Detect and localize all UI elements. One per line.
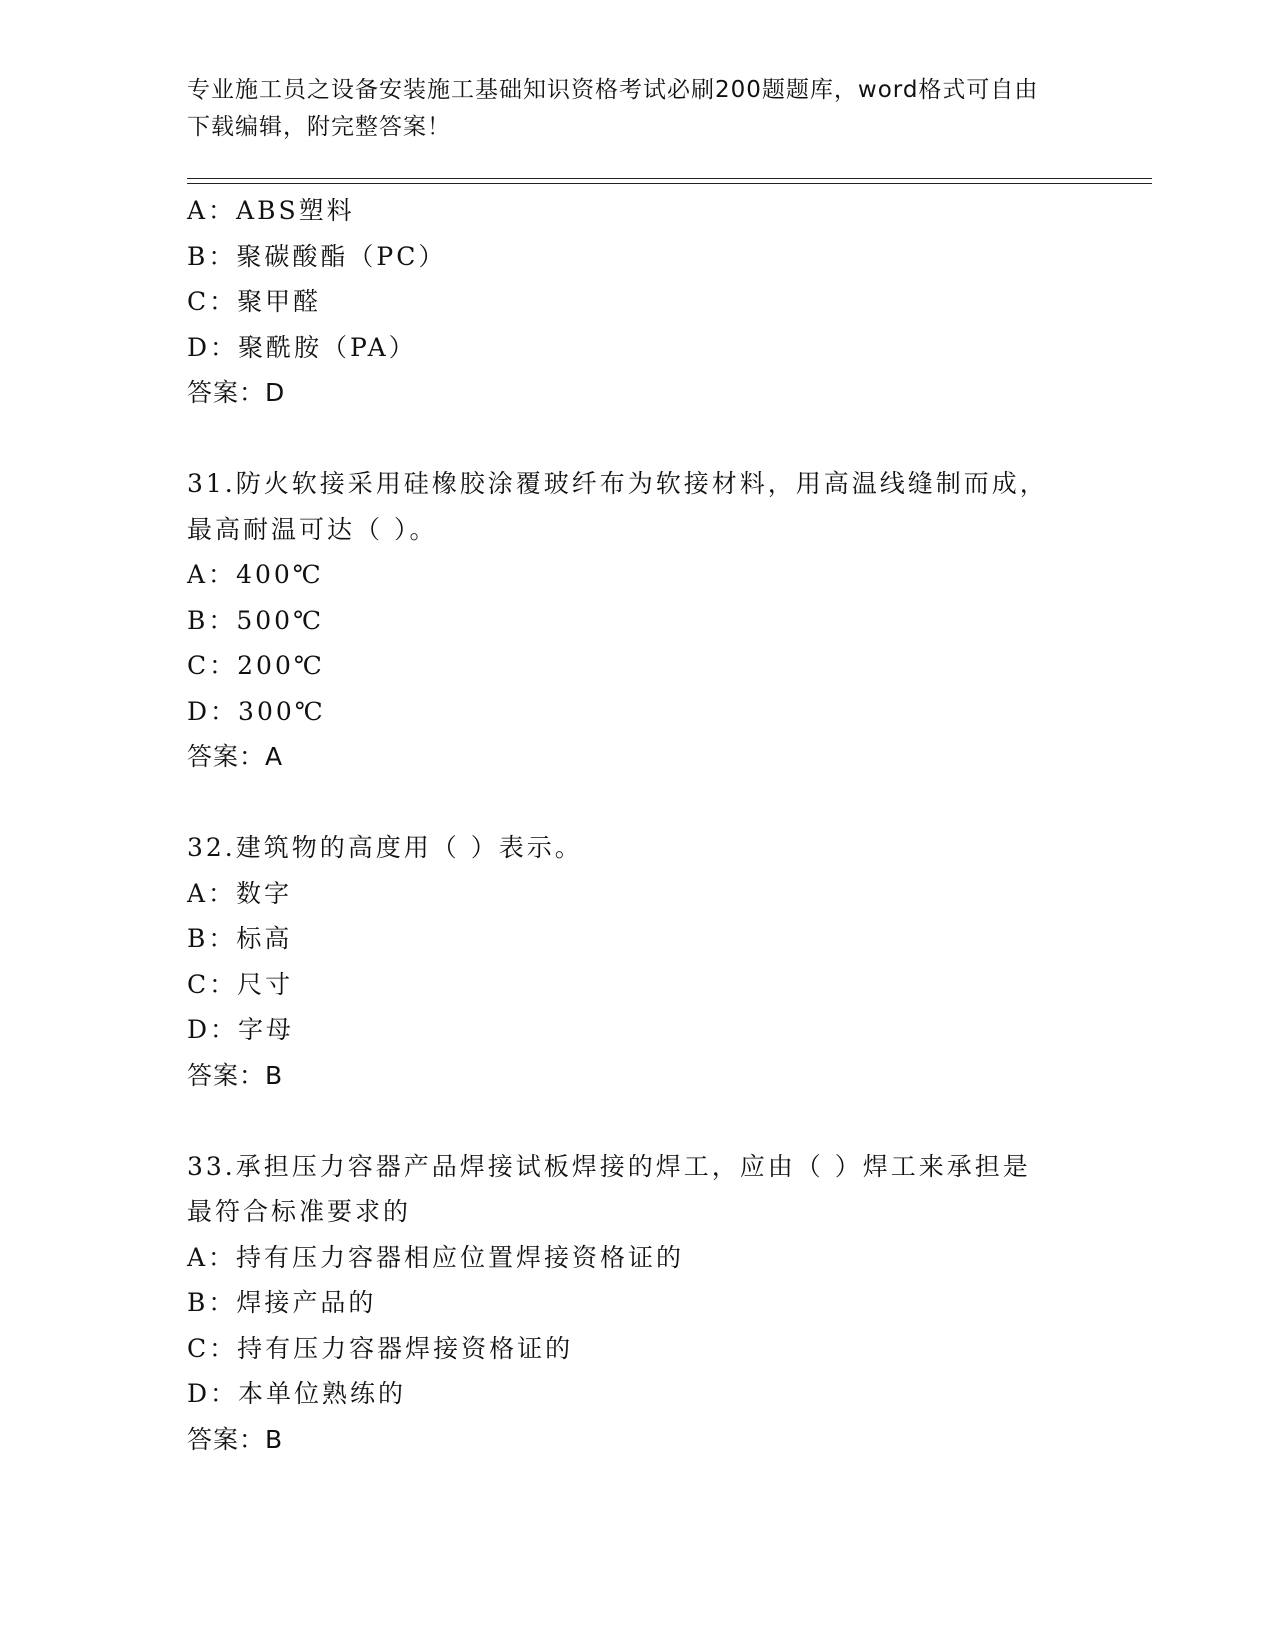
answer-line: 答案：B xyxy=(187,1060,284,1090)
header-line-1: 专业施工员之设备安装施工基础知识资格考试必刷200题题库，word格式可自由 xyxy=(187,77,1039,103)
option-d: D：本单位熟练的 xyxy=(187,1379,407,1408)
answer-line: 答案：A xyxy=(187,742,284,771)
option-d: D：聚酰胺（PA） xyxy=(187,332,417,362)
document-header xyxy=(187,72,1067,146)
question-text: 31.防火软接采用硅橡胶涂覆玻纤布为软接材料，用高温线缝制而成， xyxy=(187,469,1048,498)
header-rule-top xyxy=(187,178,1152,179)
option-a: A：400℃ xyxy=(187,560,324,589)
answer-line: 答案：B xyxy=(187,1424,284,1454)
question-block-32 xyxy=(187,825,1087,1098)
question-block-33 xyxy=(187,1144,1087,1463)
spacer xyxy=(187,416,1087,462)
answer-line: 答案：D xyxy=(187,378,286,407)
option-a: A：持有压力容器相应位置焊接资格证的 xyxy=(187,1242,685,1272)
question-text-cont: 最高耐温可达（ ）。 xyxy=(187,514,438,544)
option-c: C：聚甲醛 xyxy=(187,287,322,316)
header-line-2: 下载编辑，附完整答案！ xyxy=(187,114,451,140)
option-a: A：数字 xyxy=(187,878,293,908)
option-d: D：300℃ xyxy=(187,696,326,726)
question-text: 33.承担压力容器产品焊接试板焊接的焊工，应由（ ）焊工来承担是 xyxy=(187,1151,1031,1181)
option-c: C：持有压力容器焊接资格证的 xyxy=(187,1333,574,1363)
option-b: B：标高 xyxy=(187,924,293,953)
header-rule-bottom xyxy=(187,183,1152,184)
question-text: 32.建筑物的高度用（ ）表示。 xyxy=(187,833,583,862)
option-c: C：200℃ xyxy=(187,651,325,680)
option-b: B：焊接产品的 xyxy=(187,1288,377,1317)
option-b: B：500℃ xyxy=(187,605,325,635)
option-d: D：字母 xyxy=(187,1015,295,1044)
question-block-31 xyxy=(187,461,1087,780)
question-text-cont: 最符合标准要求的 xyxy=(187,1197,412,1226)
option-a: A：ABS塑料 xyxy=(187,196,355,225)
option-b: B：聚碳酸酯（PC） xyxy=(187,241,447,271)
spacer xyxy=(187,780,1087,826)
option-c: C：尺寸 xyxy=(187,969,294,999)
question-list xyxy=(187,188,1087,1462)
spacer xyxy=(187,1098,1087,1144)
question-block-30 xyxy=(187,188,1087,416)
